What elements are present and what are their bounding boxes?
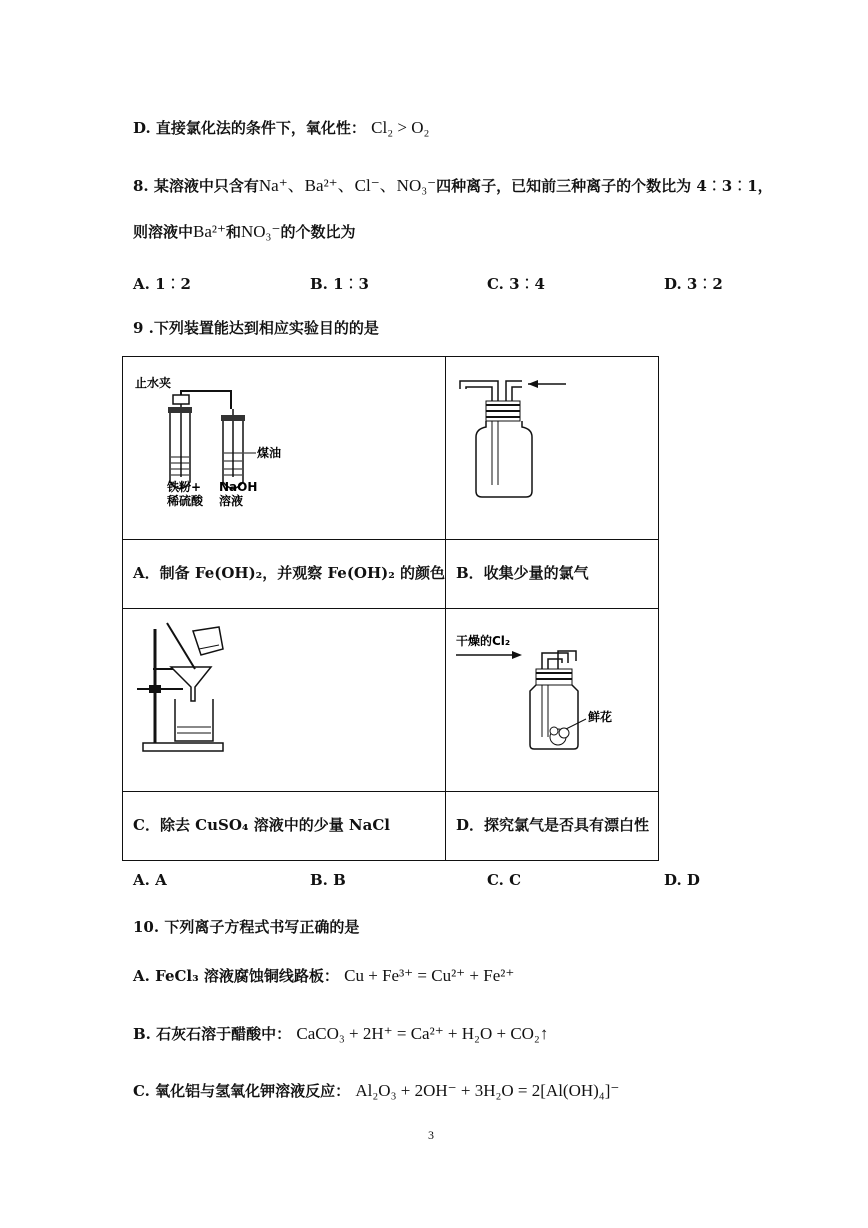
q8-text-3: 则溶液中: [133, 223, 194, 241]
q9-caption-d: D．探究氯气是否具有漂白性: [456, 816, 650, 834]
q9-a-clip-label: 止水夹: [135, 376, 172, 390]
q10-option-a: [133, 966, 514, 986]
q9-figure-a: [123, 357, 445, 539]
q9-caption-a-cell: [123, 540, 446, 609]
q8-no3-ion: NO₃⁻: [241, 222, 281, 241]
q9-stem: 9 .下列装置能达到相应实验目的的是: [133, 319, 379, 337]
q7-option-d: [133, 118, 429, 138]
q9-caption-b: B．收集少量的氯气: [456, 564, 589, 582]
q10-b-equation: CaCO₃ + 2H⁺ = Ca²⁺ + H₂O + CO₂↑: [296, 1024, 549, 1043]
q9-caption-d-cell: [446, 792, 659, 861]
q8-stem-line1: [133, 176, 773, 196]
q10-stem: 10. 下列离子方程式书写正确的是: [133, 918, 360, 936]
q8-ba-ion: Ba²⁺: [193, 222, 226, 241]
q8-option-a: A. 1︰2: [133, 275, 191, 293]
q9-a-oil-label: 煤油: [257, 446, 282, 460]
q10-option-b: [133, 1024, 548, 1044]
q7-option-d-label: D. 直接氯化法的条件下，氧化性：: [133, 119, 366, 137]
q10-a-equation: Cu + Fe³⁺ = Cu²⁺ + Fe²⁺: [344, 966, 515, 985]
q8-text: 8. 某溶液中只含有: [133, 177, 259, 195]
q8-option-b: B. 1︰3: [310, 275, 369, 293]
q9-option-b: B. B: [310, 871, 346, 889]
q8-text-2: 四种离子，已知前三种离子的个数比为 4︰3︰1，: [436, 177, 773, 195]
q9-caption-c: C．除去 CuSO₄ 溶液中的少量 NaCl: [133, 816, 390, 834]
q10-a-label: A.: [133, 967, 150, 985]
q9-figure-d: [446, 609, 658, 791]
q10-option-c: [133, 1081, 619, 1101]
q9-option-d: D. D: [664, 871, 700, 889]
q7-option-d-math: Cl₂ > O₂: [371, 118, 430, 137]
q10-a-text: FeCl₃ 溶液腐蚀铜线路板：: [155, 967, 339, 985]
q8-stem-line2: [133, 222, 355, 242]
q9-option-a: A. A: [133, 871, 167, 889]
q8-option-c: C. 3︰4: [487, 275, 545, 293]
q9-figure-b-cell: [446, 357, 659, 540]
q8-text-4: 和: [225, 223, 241, 241]
q9-figure-table: [122, 356, 659, 861]
q9-figure-d-cell: [446, 609, 659, 792]
q9-a-right-label-1: NaOH: [219, 480, 258, 494]
q9-d-gas-label: 干燥的Cl₂: [456, 634, 511, 648]
q9-a-left-label-2: 稀硫酸: [167, 494, 204, 508]
q9-a-left-label-1: 铁粉+: [167, 480, 202, 494]
q9-figure-c: [123, 609, 445, 791]
q8-ions: Na⁺、Ba²⁺、Cl⁻、NO₃⁻: [258, 176, 437, 195]
q9-figure-b: [446, 357, 658, 539]
q9-caption-c-cell: [123, 792, 446, 861]
q9-option-c: C. C: [487, 871, 522, 889]
q8-text-5: 的个数比为: [280, 223, 356, 241]
q10-b-label: B. 石灰石溶于醋酸中：: [133, 1025, 292, 1043]
q10-c-label: C. 氧化铝与氢氧化钾溶液反应：: [133, 1082, 351, 1100]
q9-caption-a: A．制备 Fe(OH)₂，并观察 Fe(OH)₂ 的颜色: [133, 564, 446, 582]
page-number: 3: [428, 1128, 434, 1142]
q9-d-flower-label: 鲜花: [588, 710, 613, 724]
q9-caption-b-cell: [446, 540, 659, 609]
q8-option-d: D. 3︰2: [664, 275, 723, 293]
q9-figure-c-cell: [123, 609, 446, 792]
q9-figure-a-cell: [123, 357, 446, 540]
q10-c-equation: Al₂O₃ + 2OH⁻ + 3H₂O = 2[Al(OH)₄]⁻: [355, 1081, 620, 1100]
q9-a-right-label-2: 溶液: [219, 494, 244, 508]
